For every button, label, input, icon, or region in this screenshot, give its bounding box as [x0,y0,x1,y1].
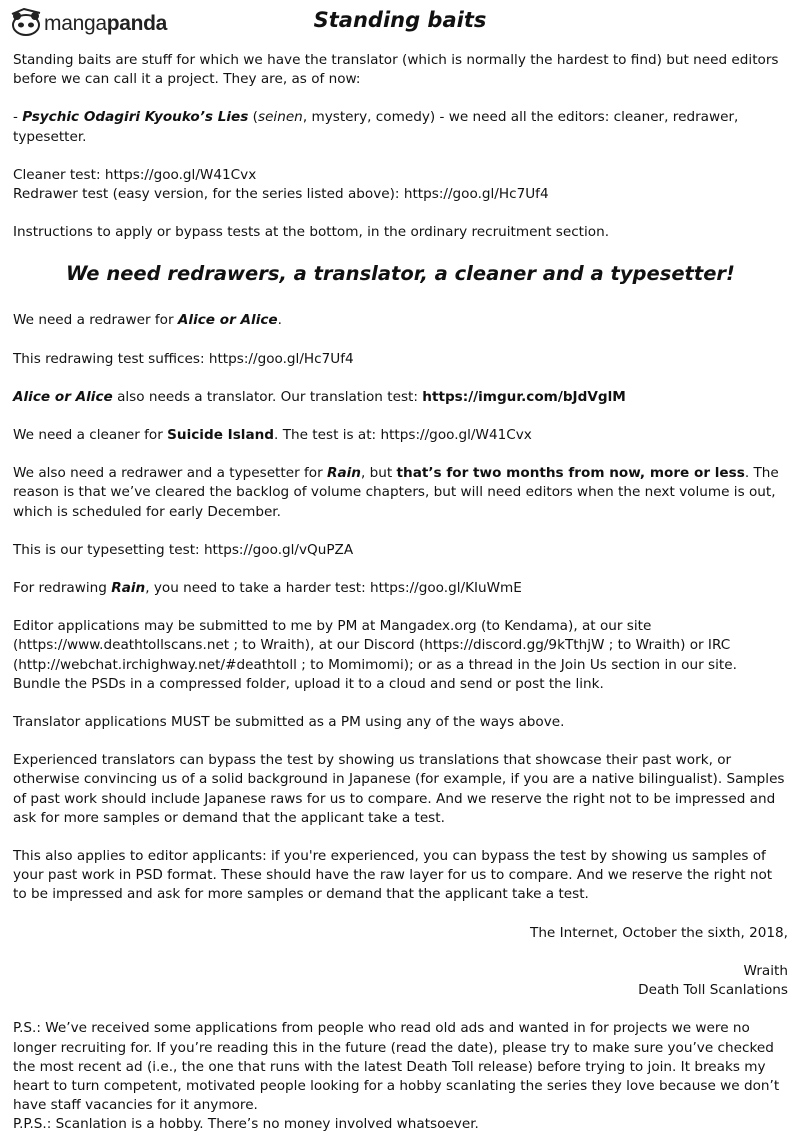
translator-mid: also needs a translator. Our translation test: [112,388,423,405]
section-heading: We need redrawers, a translator, a cleaner and a typesetter! [66,262,735,286]
intro-paragraph: Standing baits are stuff for which we have the translator (which is normally the hardest to find) but need editors before we can call it a project. They are, as of now: [13,52,779,88]
translator-applications-paragraph: Translator applications MUST be submitted as a PM using any of the ways above. [13,714,565,731]
ps-paragraph: P.S.: We’ve received some applications from people who read old ads and wanted in for projects we were no longer recruiting for. If you’re reading this in the future (read the date), please try to make sure you’ve checked the most recent ad (i.e., the one that runs with the latest Death Toll release) before trying to join. It breaks my heart to turn competent, motivated people looking for a hobby scanlating the series they love because we don’t have staff vacancies for it anymore. [13,1020,780,1114]
rain-redraw-series: Rain [111,580,146,597]
need-redrawer-series: Alice or Alice [177,312,278,329]
cleaner-test-line: Cleaner test: https://goo.gl/W41Cvx [13,166,257,183]
rain-post: . The reason is that we’ve cleared the backlog of volume chapters, but will need editors when the next volume is out, which is scheduled for early December. [13,465,779,520]
rain-paragraph [13,464,788,522]
cleaner-series: Suicide Island [167,427,275,444]
experienced-translators-paragraph: Experienced translators can bypass the test by showing us translations that showcase their past work, or otherwise convincing us of a solid background in Japanese (for example, if you are a native bilingualist). Samples of past work should include Japanese raws for us to compare. And we reserve the right not to be impressed and ask for more samples or demand that the applicant take a test. [13,752,785,826]
logo-text-manga: manga [44,12,107,35]
series-name: Psychic Odagiri Kyouko’s Lies [22,109,249,126]
tests-paragraph [13,166,788,204]
rain-mid: , but [360,465,397,482]
typeset-test-paragraph: This is our typesetting test: https://goo.gl/vQuPZA [13,541,354,558]
need-redrawer-post: . [277,312,282,329]
redrawer-test-line: Redrawer test (easy version, for the series listed above): https://goo.gl/Hc7Uf4 [13,186,549,203]
instructions-paragraph: Instructions to apply or bypass tests at the bottom, in the ordinary recruitment section. [13,224,610,241]
pps-paragraph: P.P.S.: Scanlation is a hobby. There’s no money involved whatsoever. [13,1116,479,1133]
rain-redraw-pre: For redrawing [13,580,112,597]
series-genre-seinen: seinen [257,109,303,126]
signature-name: Wraith [743,962,788,979]
series-genre-open: ( [248,109,258,126]
cleaner-pre: We need a cleaner for [13,427,168,444]
series-genre-rest: , mystery, comedy) - we need all the editors: cleaner, redrawer, typesetter. [13,109,739,145]
translator-series: Alice or Alice [13,388,113,405]
editor-bypass-paragraph: This also applies to editor applicants: if you're experienced, you can bypass the test by showing us samples of your past work in PSD format. These should have the raw layer for us to compare. And we reserve the right not to be impressed and ask for more samples or demand that the applicant take a test. [13,848,773,903]
cleaner-paragraph [13,426,788,445]
page-title: Standing baits [313,8,487,32]
rain-redraw-paragraph [13,579,788,598]
signature-group: Death Toll Scanlations [638,982,788,999]
translator-paragraph [13,388,788,407]
editor-applications-paragraph: Editor applications may be submitted to me by PM at Mangadex.org (to Kendama), at our site (https://www.deathtollscans.net ; to Wraith), at our Discord (https://discord.gg/9kTthjW ; to Wraith) or IRC (http://webchat.irchighway.net/#deathtoll ; to Momimomi); or as a thread in the Join Us section in our site. Bundle the PSDs in a compressed folder, upload it to a cloud and send or post the link. [13,618,737,692]
rain-redraw-post: , you need to take a harder test: https://goo.gl/KIuWmE [145,580,522,597]
rain-bold: that’s for two months from now, more or less [396,465,745,482]
cleaner-post: . The test is at: https://goo.gl/W41Cvx [274,427,532,444]
logo-text-panda: panda [106,12,168,35]
document-body [13,51,788,1135]
series-item [13,108,788,146]
translation-test-link: https://imgur.com/bJdVglM [422,388,626,405]
signature [13,962,788,1000]
redraw-test-paragraph: This redrawing test suffices: https://goo.gl/Hc7Uf4 [13,350,354,367]
need-redrawer-pre: We need a redrawer for [13,312,178,329]
rain-series: Rain [327,465,361,482]
date-line: The Internet, October the sixth, 2018, [530,924,788,941]
rain-pre: We also need a redrawer and a typesetter for [13,465,327,482]
series-dash: - [13,109,23,126]
need-redrawer-paragraph [13,311,788,330]
